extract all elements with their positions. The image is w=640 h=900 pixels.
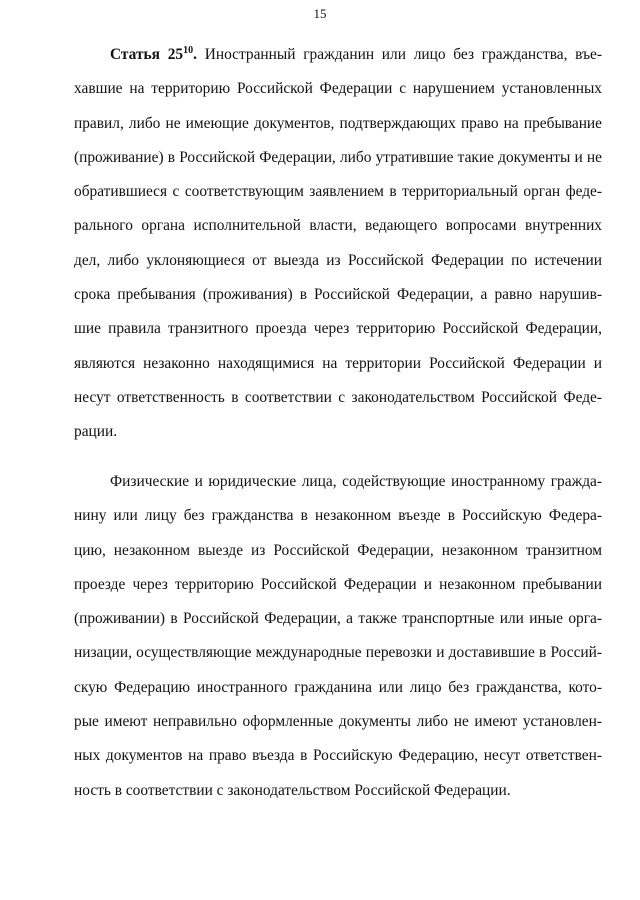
text-line: срока пребывания (проживания) в Российской Федерации, а равно нарушив- — [74, 286, 602, 304]
article-paragraph — [74, 38, 602, 450]
text-line: (проживание) в Российской Федерации, либо утратившие такие документы и не — [74, 148, 602, 166]
text-line: проезде через территорию Российской Федерации и незаконном пребывании — [74, 575, 602, 593]
page-number: 15 — [313, 6, 327, 21]
text-line: рые имеют неправильно оформленные документы либо не имеют установлен- — [74, 713, 602, 731]
article-title-text: Статья 25 — [110, 46, 184, 63]
article-first-line — [74, 38, 602, 72]
text-line: Физические и юридические лица, содействующие иностранному гражда- — [110, 473, 602, 490]
text-line: рации. — [74, 423, 118, 441]
second-paragraph — [74, 465, 602, 808]
text-line: ных документов на право въезда в Российскую Федерацию, несут ответствен- — [74, 747, 602, 765]
text-line: (проживании) в Российской Федерации, а также транспортные или иные орга- — [74, 610, 602, 628]
text-line: низации, осуществляющие международные перевозки и доставившие в Россий- — [74, 644, 602, 662]
text-line: скую Федерацию иностранного гражданина или лицо без гражданства, кото- — [74, 678, 602, 696]
text-line: цию, незаконном выезде из Российской Федерации, незаконном транзитном — [74, 541, 602, 559]
text-line: несут ответственность в соответствии с законодательством Российской Феде- — [74, 388, 602, 406]
article-title — [110, 46, 197, 63]
text-line: являются незаконно находящимися на территории Российской Федерации и — [74, 354, 602, 372]
article-first-line-text: Иностранный гражданин или лицо без гражданства, въе- — [196, 46, 602, 63]
text-line: дел, либо уклоняющиеся от выезда из Российской Федерации по истечении — [74, 251, 602, 269]
text-line: нину или лицу без гражданства в незаконном въезде в Российскую Федера- — [74, 507, 602, 525]
article-title-dot: . — [193, 46, 197, 63]
text-line: обратившиеся с соответствующим заявлением в территориальный орган феде- — [74, 183, 602, 201]
text-line: рального органа исполнительной власти, ведающего вопросами внутренних — [74, 217, 602, 235]
text-line: шие правила транзитного проезда через территорию Российской Федерации, — [74, 320, 602, 338]
text-line: правил, либо не имеющие документов, подтверждающих право на пребывание — [74, 114, 602, 132]
text-line: ность в соответствии с законодательством Российской Федерации. — [74, 781, 511, 799]
text-line: хавшие на территорию Российской Федерации с нарушением установленных — [74, 80, 602, 98]
article-number-superscript: 10 — [183, 44, 194, 56]
